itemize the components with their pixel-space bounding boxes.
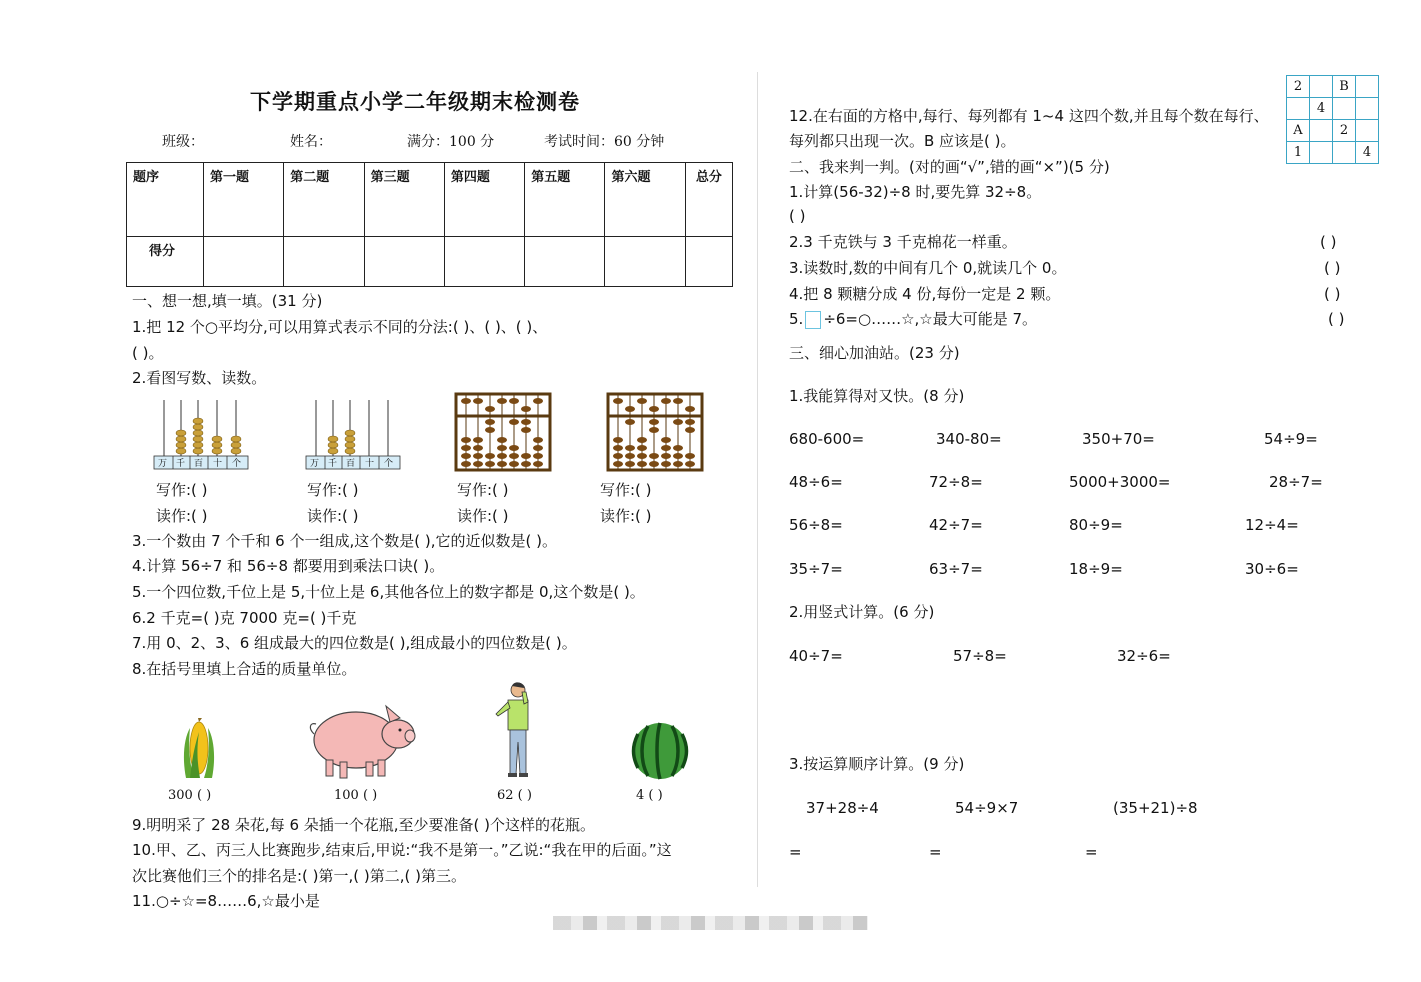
section-2-heading: 二、我来判一判。(对的画“√”,错的画“×”)(5 分) [789, 158, 1110, 176]
vertical-calc: 32÷6= [1117, 647, 1171, 665]
write-answer[interactable]: 写作:( ) [457, 481, 509, 499]
score-input-cell[interactable] [204, 237, 284, 287]
question-6: 6.2 千克=( )克 7000 克=( )千克 [132, 609, 357, 627]
abacus-figure-1 [150, 396, 254, 472]
calc-item: 28÷7= [1269, 473, 1323, 491]
score-header-cell: 第二题 [284, 163, 364, 237]
judge-3: 3.读数时,数的中间有几个 0,就读几个 0。 [789, 259, 1067, 277]
grid-cell: 2 [1333, 120, 1356, 142]
judge-2: 2.3 千克铁与 3 千克棉花一样重。 [789, 233, 1017, 251]
order-calc: 37+28÷4 [806, 799, 879, 817]
grid-cell: B [1333, 76, 1356, 98]
abacus-figure-4 [606, 392, 704, 472]
corn-image [180, 718, 218, 780]
write-answer[interactable]: 写作:( ) [600, 481, 652, 499]
grid-cell [1356, 98, 1379, 120]
watermelon-image [630, 722, 690, 780]
calc-item: 42÷7= [929, 516, 983, 534]
calc-item: 12÷4= [1245, 516, 1299, 534]
calc-item: 80÷9= [1069, 516, 1123, 534]
score-table [126, 162, 733, 287]
write-answer[interactable]: 写作:( ) [156, 481, 208, 499]
question-4: 4.计算 56÷7 和 56÷8 都要用到乘法口诀( )。 [132, 557, 445, 575]
judge-1-answer[interactable]: ( ) [789, 207, 806, 225]
score-header-cell: 总分 [685, 163, 732, 237]
abacus-place-label: 个 [384, 459, 394, 469]
calc-item: 350+70= [1082, 430, 1155, 448]
calc-item: 340-80= [936, 430, 1002, 448]
grid-cell [1333, 142, 1356, 164]
equals-sign: = [789, 843, 802, 861]
score-header-cell: 第四题 [444, 163, 524, 237]
grid-cell: 4 [1356, 142, 1379, 164]
abacus-place-label: 千 [176, 459, 186, 469]
grid-cell [1356, 120, 1379, 142]
judge-4: 4.把 8 颗糖分成 4 份,每份一定是 2 颗。 [789, 285, 1061, 303]
score-input-cell[interactable] [605, 237, 685, 287]
judge-1: 1.计算(56-32)÷8 时,要先算 32÷8。 [789, 183, 1042, 201]
grid-cell: 4 [1310, 98, 1333, 120]
judge-5-answer[interactable]: ( ) [1328, 310, 1345, 328]
grid-cell: 1 [1287, 142, 1310, 164]
pig-image [306, 698, 416, 780]
grid-cell [1356, 76, 1379, 98]
calc-item: 54÷9= [1264, 430, 1318, 448]
write-answer[interactable]: 写作:( ) [307, 481, 359, 499]
calc-item: 63÷7= [929, 560, 983, 578]
grid-cell: 2 [1287, 76, 1310, 98]
calc-item: 72÷8= [929, 473, 983, 491]
question-1: 1.把 12 个○平均分,可以用算式表示不同的分法:( )、( )、( )、 [132, 318, 548, 336]
abacus-place-label: 百 [194, 459, 204, 469]
question-10-cont: 次比赛他们三个的排名是:( )第一,( )第二,( )第三。 [132, 867, 467, 885]
abacus-place-label: 十 [213, 459, 223, 469]
question-5: 5.一个四位数,千位上是 5,十位上是 6,其他各位上的数字都是 0,这个数是( )。 [132, 583, 645, 601]
score-input-cell[interactable] [685, 237, 732, 287]
equals-sign: = [1085, 843, 1098, 861]
question-8: 8.在括号里填上合适的质量单位。 [132, 660, 357, 678]
abacus-place-label: 个 [232, 459, 242, 469]
score-header-cell: 第一题 [204, 163, 284, 237]
read-answer[interactable]: 读作:( ) [156, 507, 208, 525]
score-header-cell: 题序 [127, 163, 204, 237]
score-input-cell[interactable] [444, 237, 524, 287]
calc-item: 680-600= [789, 430, 865, 448]
judge-5-number: 5. [789, 310, 804, 328]
name-label: 姓名： [290, 134, 332, 150]
read-answer[interactable]: 读作:( ) [600, 507, 652, 525]
page-title: 下学期重点小学二年级期末检测卷 [250, 89, 580, 114]
question-2: 2.看图写数、读数。 [132, 369, 267, 387]
grid-cell [1310, 120, 1333, 142]
mass-answer[interactable]: 100 ( ) [334, 788, 378, 803]
blurred-watermark [553, 916, 868, 930]
abacus-figure-3 [454, 392, 552, 472]
mass-answer[interactable]: 62 ( ) [497, 788, 532, 803]
question-10: 10.甲、乙、丙三人比赛跑步,结束后,甲说:“我不是第一。”乙说:“我在甲的后面。”这 [132, 841, 672, 859]
mass-answer[interactable]: 4 ( ) [636, 788, 663, 803]
calc-item: 5000+3000= [1069, 473, 1171, 491]
grid-cell [1333, 98, 1356, 120]
calc-item: 30÷6= [1245, 560, 1299, 578]
question-1-cont: ( )。 [132, 344, 164, 362]
question-11: 11.○÷☆=8……6,☆最小是 [132, 892, 320, 910]
grid-cell [1310, 76, 1333, 98]
blank-box[interactable] [805, 311, 821, 329]
calc-item: 35÷7= [789, 560, 843, 578]
score-input-cell[interactable] [525, 237, 605, 287]
part-3-heading: 3.按运算顺序计算。(9 分) [789, 755, 965, 773]
grid-cell [1310, 142, 1333, 164]
calc-item: 56÷8= [789, 516, 843, 534]
read-answer[interactable]: 读作:( ) [307, 507, 359, 525]
exam-time: 考试时间：60 分钟 [544, 134, 665, 150]
question-12-cont: 每列都只出现一次。B 应该是( )。 [789, 132, 1016, 150]
abacus-figure-2 [302, 396, 406, 472]
part-1-heading: 1.我能算得对又快。(8 分) [789, 387, 965, 405]
class-label: 班级： [162, 134, 204, 150]
judge-4-answer[interactable]: ( ) [1324, 285, 1341, 303]
score-header-cell: 第六题 [605, 163, 685, 237]
order-calc: 54÷9×7 [955, 799, 1019, 817]
judge-3-answer[interactable]: ( ) [1324, 259, 1341, 277]
calc-item: 18÷9= [1069, 560, 1123, 578]
mass-answer[interactable]: 300 ( ) [168, 788, 212, 803]
equals-sign: = [929, 843, 942, 861]
question-9: 9.明明采了 28 朵花,每 6 朵插一个花瓶,至少要准备( )个这样的花瓶。 [132, 816, 596, 834]
score-input-cell[interactable] [284, 237, 364, 287]
number-grid [1286, 75, 1379, 164]
calc-item: 48÷6= [789, 473, 843, 491]
score-header-cell: 第五题 [525, 163, 605, 237]
grid-cell [1287, 98, 1310, 120]
score-input-cell[interactable] [364, 237, 444, 287]
section-1-heading: 一、想一想,填一填。(31 分) [132, 292, 323, 310]
grid-cell: A [1287, 120, 1310, 142]
question-3: 3.一个数由 7 个千和 6 个一组成,这个数是( ),它的近似数是( )。 [132, 532, 557, 550]
judge-2-answer[interactable]: ( ) [1320, 233, 1337, 251]
section-3-heading: 三、细心加油站。(23 分) [789, 344, 960, 362]
read-answer[interactable]: 读作:( ) [457, 507, 509, 525]
abacus-place-label: 百 [346, 459, 356, 469]
page-divider [757, 72, 758, 887]
vertical-calc: 57÷8= [953, 647, 1007, 665]
score-header-cell: 第三题 [364, 163, 444, 237]
vertical-calc: 40÷7= [789, 647, 843, 665]
abacus-place-label: 十 [365, 459, 375, 469]
part-2-heading: 2.用竖式计算。(6 分) [789, 603, 935, 621]
full-score: 满分：100 分 [407, 134, 495, 150]
abacus-place-label: 万 [310, 459, 320, 469]
score-row-label: 得分 [127, 237, 204, 287]
judge-5-text: ÷6=○……☆,☆最大可能是 7。 [823, 310, 1038, 328]
question-12: 12.在右面的方格中,每行、每列都有 1~4 这四个数,并且每个数在每行、 [789, 107, 1269, 125]
question-7: 7.用 0、2、3、6 组成最大的四位数是( ),组成最小的四位数是( )。 [132, 634, 577, 652]
order-calc: (35+21)÷8 [1113, 799, 1198, 817]
abacus-place-label: 万 [158, 459, 168, 469]
judge-5 [789, 310, 1037, 329]
man-image [492, 680, 540, 780]
abacus-place-label: 千 [328, 459, 338, 469]
